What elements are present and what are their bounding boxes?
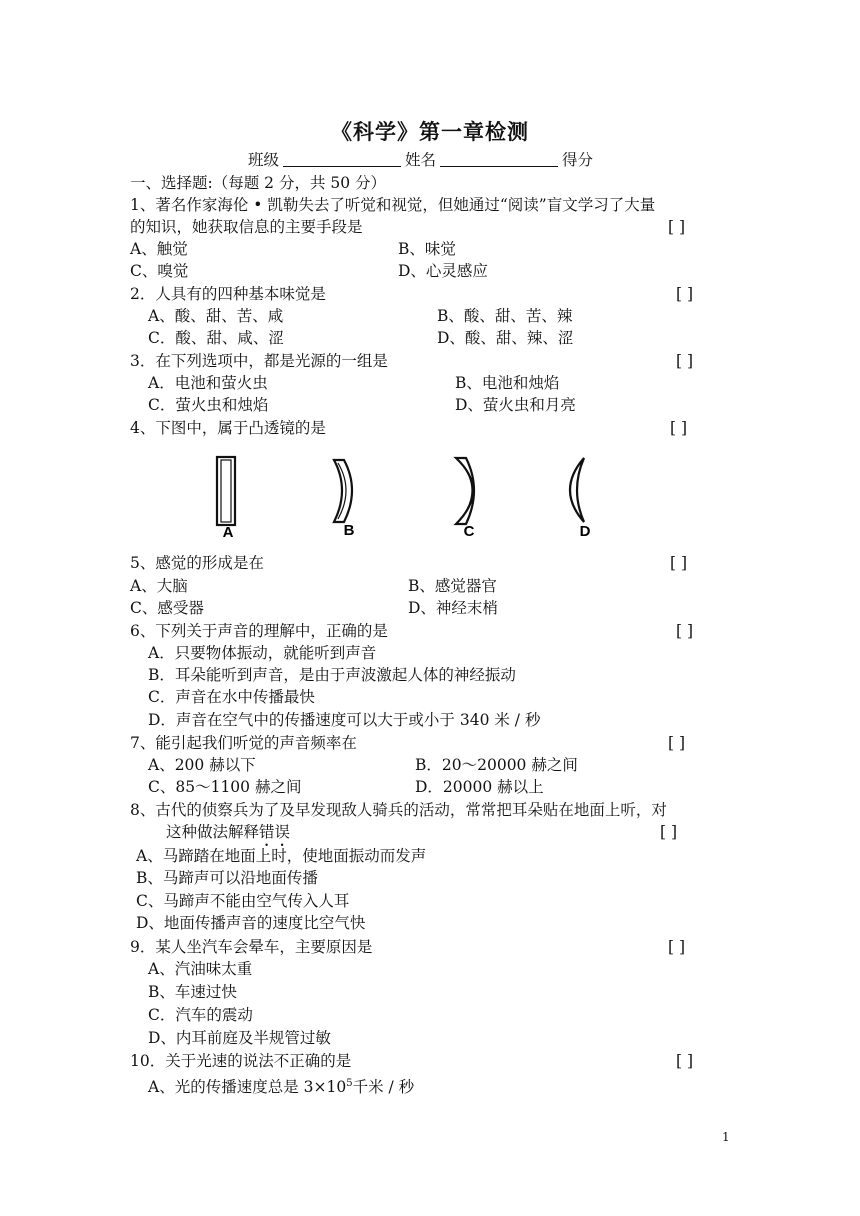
q6-option-a: A．只要物体振动，就能听到声音 — [148, 644, 377, 662]
q7-option-c: C、85～1100 赫之间 — [148, 778, 302, 796]
q8-option-b: B、马蹄声可以沿地面传播 — [136, 869, 318, 887]
page-title: 《科学》第一章检测 — [331, 119, 529, 144]
q9-option-a: A、汽油味太重 — [148, 960, 253, 978]
lens-a-shape — [217, 457, 235, 525]
q4-stem: 4、下图中，属于凸透镜的是 — [130, 419, 326, 437]
class-label: 班级 — [248, 151, 280, 169]
lens-a-inner — [221, 460, 231, 522]
q1-option-d: D、心灵感应 — [398, 262, 488, 280]
q8-stem-line1: 8、古代的侦察兵为了及早发现敌人骑兵的活动，常常把耳朵贴在地面上听，对 — [130, 801, 667, 819]
lens-d-shape — [570, 458, 584, 522]
q8-answer-bracket: [ ] — [660, 823, 678, 841]
q8-option-d: D、地面传播声音的速度比空气快 — [136, 914, 366, 932]
q5-stem: 5、感觉的形成是在 — [130, 554, 264, 572]
q6-option-d: D．声音在空气中的传播速度可以大于或小于 340 米 / 秒 — [148, 711, 541, 729]
q2-option-c: C．酸、甜、咸、涩 — [148, 329, 284, 347]
q10-answer-bracket: [ ] — [676, 1052, 694, 1070]
lens-c-label: C — [463, 523, 475, 540]
q1-option-b: B、味觉 — [398, 240, 456, 258]
lens-a-label: A — [222, 524, 234, 541]
q2-option-a: A、酸、甜、苦、咸 — [148, 307, 284, 325]
q9-answer-bracket: [ ] — [668, 938, 686, 956]
q7-option-b: B．20～20000 赫之间 — [415, 756, 578, 774]
page-number: 1 — [722, 1130, 730, 1144]
q8-emphasis-word: 错误 — [259, 823, 291, 841]
q6-stem: 6、下列关于声音的理解中，正确的是 — [130, 622, 388, 640]
lens-figure — [0, 0, 860, 560]
lens-b-label: B — [343, 522, 355, 539]
q3-option-a: A．电池和萤火虫 — [148, 374, 268, 392]
lens-b-shape — [334, 460, 352, 522]
q1-stem-line1: 1、著名作家海伦 • 凯勒失去了听觉和视觉，但她通过“阅读”盲文学习了大量 — [130, 196, 656, 214]
q3-option-c: C．萤火虫和烛焰 — [148, 396, 269, 414]
q6-option-c: C．声音在水中传播最快 — [148, 688, 315, 706]
q2-answer-bracket: [ ] — [676, 285, 694, 303]
q1-answer-bracket: [ ] — [668, 218, 686, 236]
q8-stem-text: 这种做法解释 — [166, 823, 260, 841]
q10-option-a-unit: 千米 / 秒 — [352, 1078, 415, 1097]
q10-stem: 10．关于光速的说法不正确的是 — [130, 1052, 352, 1070]
q2-stem: 2．人具有的四种基本味觉是 — [130, 285, 326, 303]
q10-option-a-text: A、光的传播速度总是 3×10 — [148, 1078, 347, 1097]
q3-option-b: B、电池和烛焰 — [455, 374, 560, 392]
q1-stem-line2: 的知识，她获取信息的主要手段是 — [130, 218, 363, 236]
q2-option-b: B、酸、甜、苦、辣 — [437, 307, 573, 325]
q6-answer-bracket: [ ] — [676, 622, 694, 640]
q10-option-a — [148, 1073, 414, 1098]
q9-option-c: C．汽车的震动 — [148, 1006, 253, 1024]
q9-option-d: D、内耳前庭及半规管过敏 — [148, 1029, 331, 1047]
score-label: 得分 — [562, 151, 594, 169]
q5-answer-bracket: [ ] — [670, 554, 688, 572]
q5-option-c: C、感受器 — [130, 599, 204, 617]
q5-option-a: A、大脑 — [130, 577, 188, 595]
q10-exponent: 5 — [346, 1078, 353, 1089]
q9-stem: 9．某人坐汽车会晕车，主要原因是 — [130, 938, 373, 956]
q1-option-a: A、触觉 — [130, 240, 188, 258]
q8-option-a: A、马蹄踏在地面上时，使地面振动而发声 — [136, 847, 427, 865]
q7-option-d: D．20000 赫以上 — [415, 778, 544, 796]
q5-option-b: B、感觉器官 — [408, 577, 497, 595]
q1-option-c: C、嗅觉 — [130, 262, 189, 280]
q7-option-a: A、200 赫以下 — [148, 756, 256, 774]
q9-option-b: B、车速过快 — [148, 983, 237, 1001]
section-heading: 一、选择题:（每题 2 分，共 50 分） — [130, 174, 387, 192]
lens-d-label: D — [579, 523, 591, 540]
q3-answer-bracket: [ ] — [676, 352, 694, 370]
q3-stem: 3．在下列选项中，都是光源的一组是 — [130, 352, 388, 370]
q8-option-c: C、马蹄声不能由空气传入人耳 — [136, 892, 350, 910]
q6-option-b: B．耳朵能听到声音，是由于声波激起人体的神经振动 — [148, 666, 516, 684]
q2-option-d: D、酸、甜、辣、涩 — [437, 329, 574, 347]
q3-option-d: D、萤火虫和月亮 — [455, 396, 576, 414]
q7-stem: 7、能引起我们听觉的声音频率在 — [130, 734, 357, 752]
name-label: 姓名 — [405, 151, 437, 169]
q7-answer-bracket: [ ] — [668, 734, 686, 752]
q4-answer-bracket: [ ] — [670, 419, 688, 437]
q5-option-d: D、神经末梢 — [408, 599, 498, 617]
